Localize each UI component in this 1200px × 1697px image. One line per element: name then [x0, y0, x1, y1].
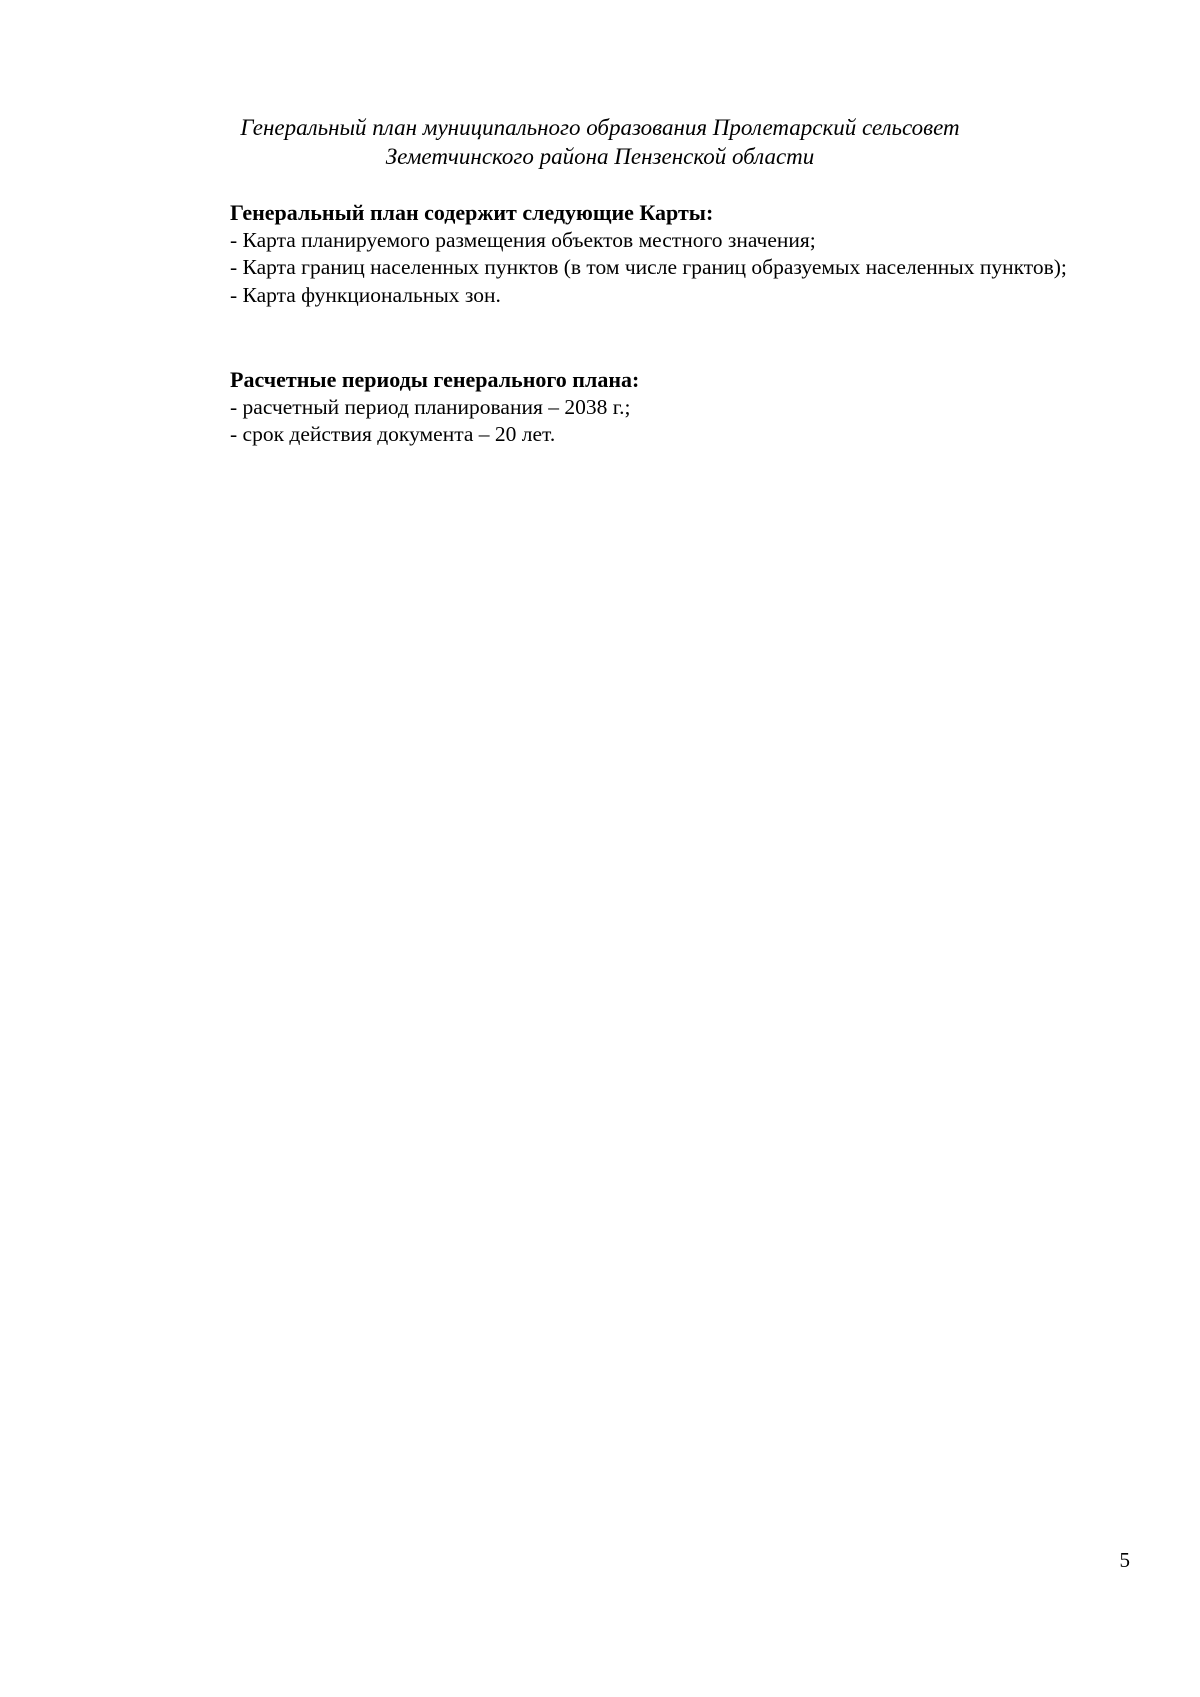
- periods-section: [158, 366, 1121, 449]
- running-header: [0, 113, 1200, 171]
- header-line-2: Земетчинского района Пензенской области: [385, 144, 815, 169]
- maps-item-3: - Карта функциональных зон.: [230, 282, 501, 307]
- header-line-1: Генеральный план муниципального образования Пролетарский сельсовет: [240, 115, 960, 140]
- periods-item-1: - расчетный период планирования – 2038 г.;: [230, 394, 631, 419]
- maps-item-1: - Карта планируемого размещения объектов местного значения;: [230, 227, 816, 252]
- maps-section: [158, 199, 1121, 309]
- periods-item-2: - срок действия документа – 20 лет.: [230, 422, 556, 446]
- periods-heading: Расчетные периоды генерального плана:: [230, 367, 640, 392]
- maps-heading: Генеральный план содержит следующие Карты:: [230, 200, 714, 225]
- maps-item-2: - Карта границ населенных пунктов (в том числе границ образуемых населенных пунктов);: [230, 255, 1067, 279]
- page-number: 5: [1119, 1548, 1130, 1572]
